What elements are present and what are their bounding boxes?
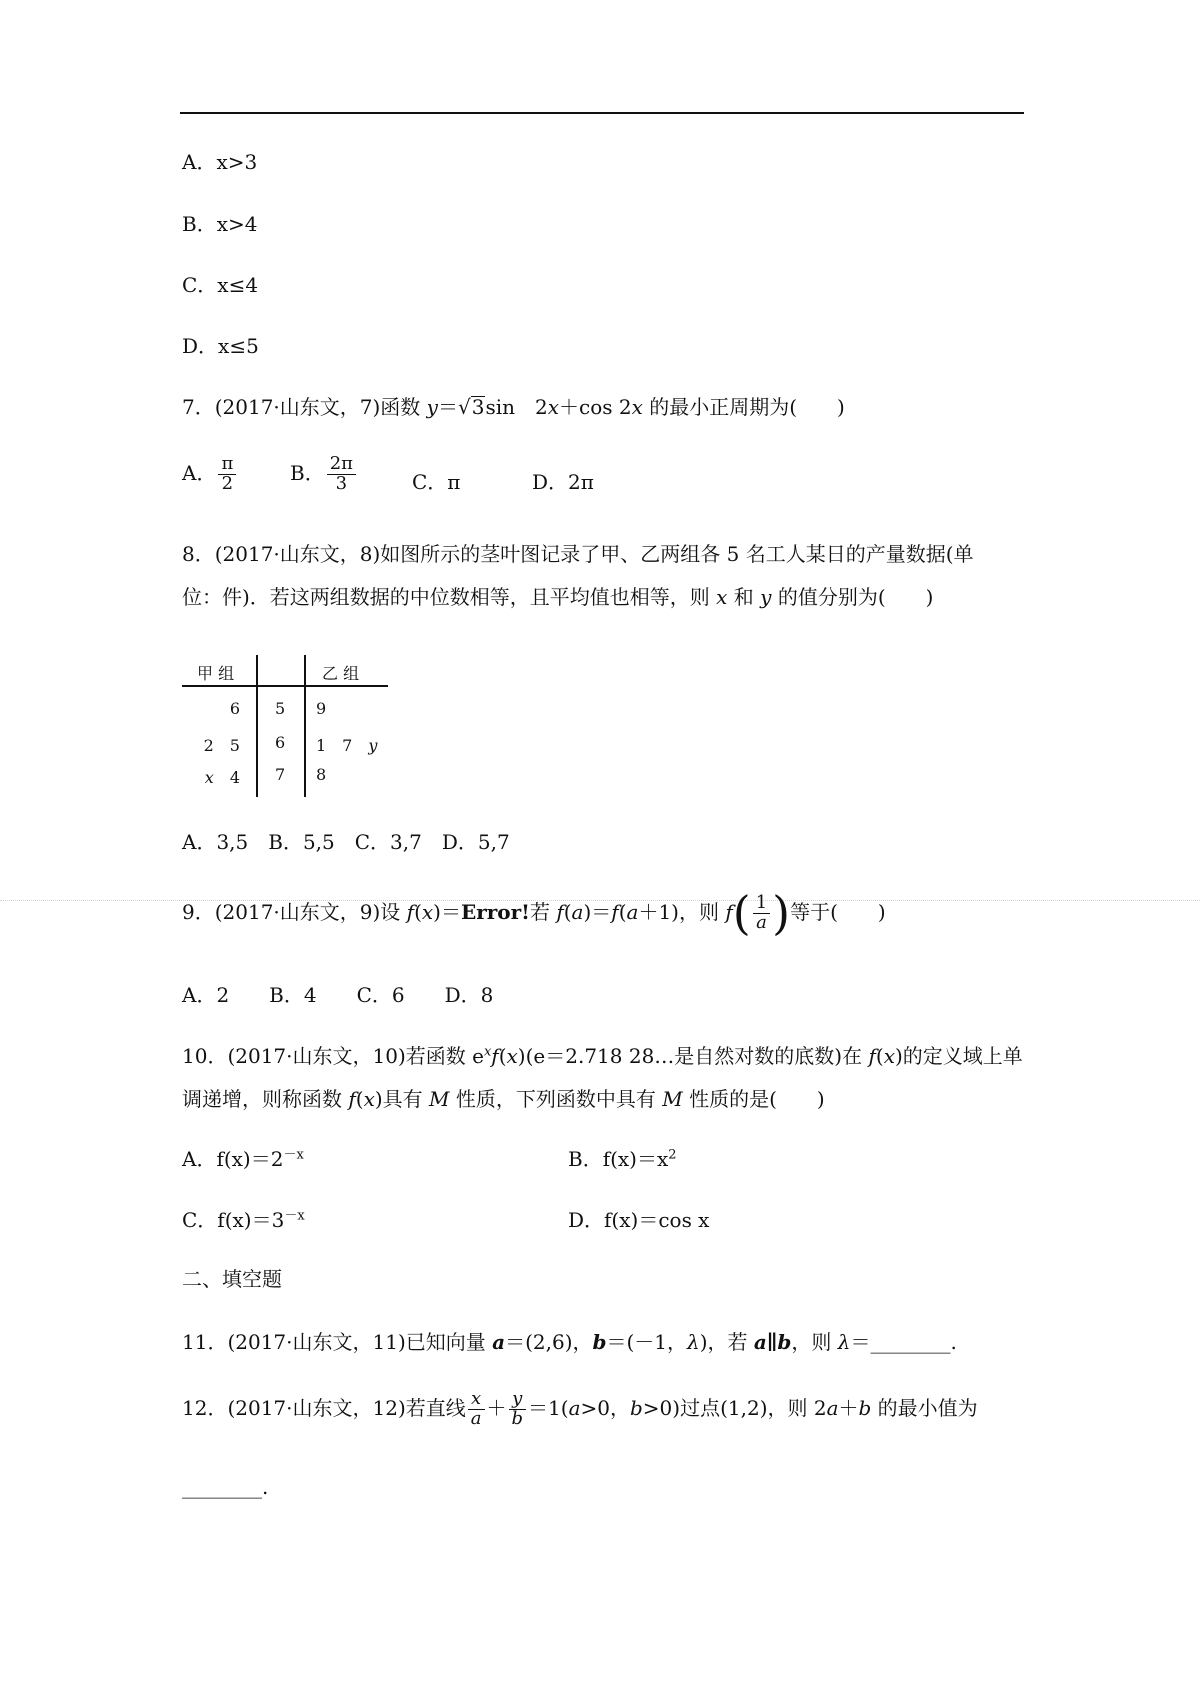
row3-right: 8 [316, 765, 327, 784]
section-heading: 二、填空题 [182, 1267, 282, 1291]
q6-option-c: C．x≤4 [182, 273, 259, 297]
table-header-rule [182, 685, 388, 687]
table-divider-left [256, 655, 258, 797]
stem-leaf-table [182, 655, 388, 797]
table-head-right: 乙 组 [322, 664, 360, 683]
q7-option-c: C．π [412, 470, 461, 494]
q12-stem: 12．(2017·山东文，12)若直线 $\frac{x}{a}$ ＋ $\frac{y}{b}$ ＝1(a>0，b>0)过点(1,2)，则 2a＋b 的最小值为 [182, 1388, 978, 1429]
q8-stem-line2: 位：件)．若这两组数据的中位数相等，且平均值也相等，则 x 和 y 的值分别为( ) [182, 585, 934, 609]
row2-stem: 6 [275, 733, 286, 752]
row2-left: 2 5 [203, 736, 240, 755]
q10-option-d: D．f(x)＝cos x [568, 1208, 710, 1232]
error-text: Error! [460, 900, 530, 925]
q8-options: A．3,5 B．5,5 C．3,7 D．5,7 [182, 830, 510, 854]
q9-stem: 9．(2017·山东文，9)设 f(x)＝Error!若 f(a)＝f(a＋1)，则 f( $\frac{1}{a}$ )等于( ) [182, 886, 886, 940]
row1-right: 9 [316, 699, 327, 718]
row1-stem: 5 [275, 699, 286, 718]
q10-option-c: C．$f(x)=3^{-x}$ [182, 1208, 305, 1232]
q7-option-b: B． $\frac{2\pi}{3}$ [290, 455, 358, 494]
q7-option-d: D．2π [532, 470, 594, 494]
row3-left: x 4 [204, 768, 240, 787]
answer-blank: ________ [182, 1475, 262, 1499]
answer-blank: ________ [870, 1330, 951, 1354]
q12-answer-line: ________. [182, 1475, 269, 1499]
q9-options: A．2 B．4 C．6 D．8 [182, 983, 494, 1007]
q10-stem-line1: 10．(2017·山东文，10)若函数 $e^xf(x)(e=2.718$ 28…是自然对数的底数)在 f(x)的定义域上单 [182, 1044, 1023, 1068]
q10-option-a: A．$f(x)=2^{-x}$ [182, 1147, 304, 1171]
row2-right: 1 7 y [316, 736, 378, 755]
q7-option-a: A． $\frac{\pi}{2}$ [182, 455, 238, 494]
table-head-left: 甲 组 [197, 664, 235, 683]
q8-stem-line1: 8．(2017·山东文，8)如图所示的茎叶图记录了甲、乙两组各 5 名工人某日的产量数据(单 [182, 542, 974, 566]
q10-option-b: B．$f(x)=x^2$ [568, 1147, 677, 1171]
row1-left: 6 [229, 699, 240, 718]
q10-stem-line2: 调递增，则称函数 f(x)具有 M 性质，下列函数中具有 M 性质的是( ) [182, 1087, 825, 1111]
row3-stem: 7 [275, 765, 286, 784]
q7-stem: 7．(2017·山东文，7)函数 y＝√3sin 2x＋cos 2x 的最小正周期为( ) [182, 395, 845, 419]
table-divider-right [304, 655, 306, 797]
q6-option-d: D．x≤5 [182, 334, 259, 358]
q6-option-a: A．x>3 [182, 150, 258, 174]
q11-stem: 11．(2017·山东文，11)已知向量 a＝(2,6)，b＝(－1，λ)，若 a∥b，则 λ＝________. [182, 1330, 957, 1354]
header-rule [180, 112, 1024, 114]
q6-option-b: B．x>4 [182, 212, 258, 236]
